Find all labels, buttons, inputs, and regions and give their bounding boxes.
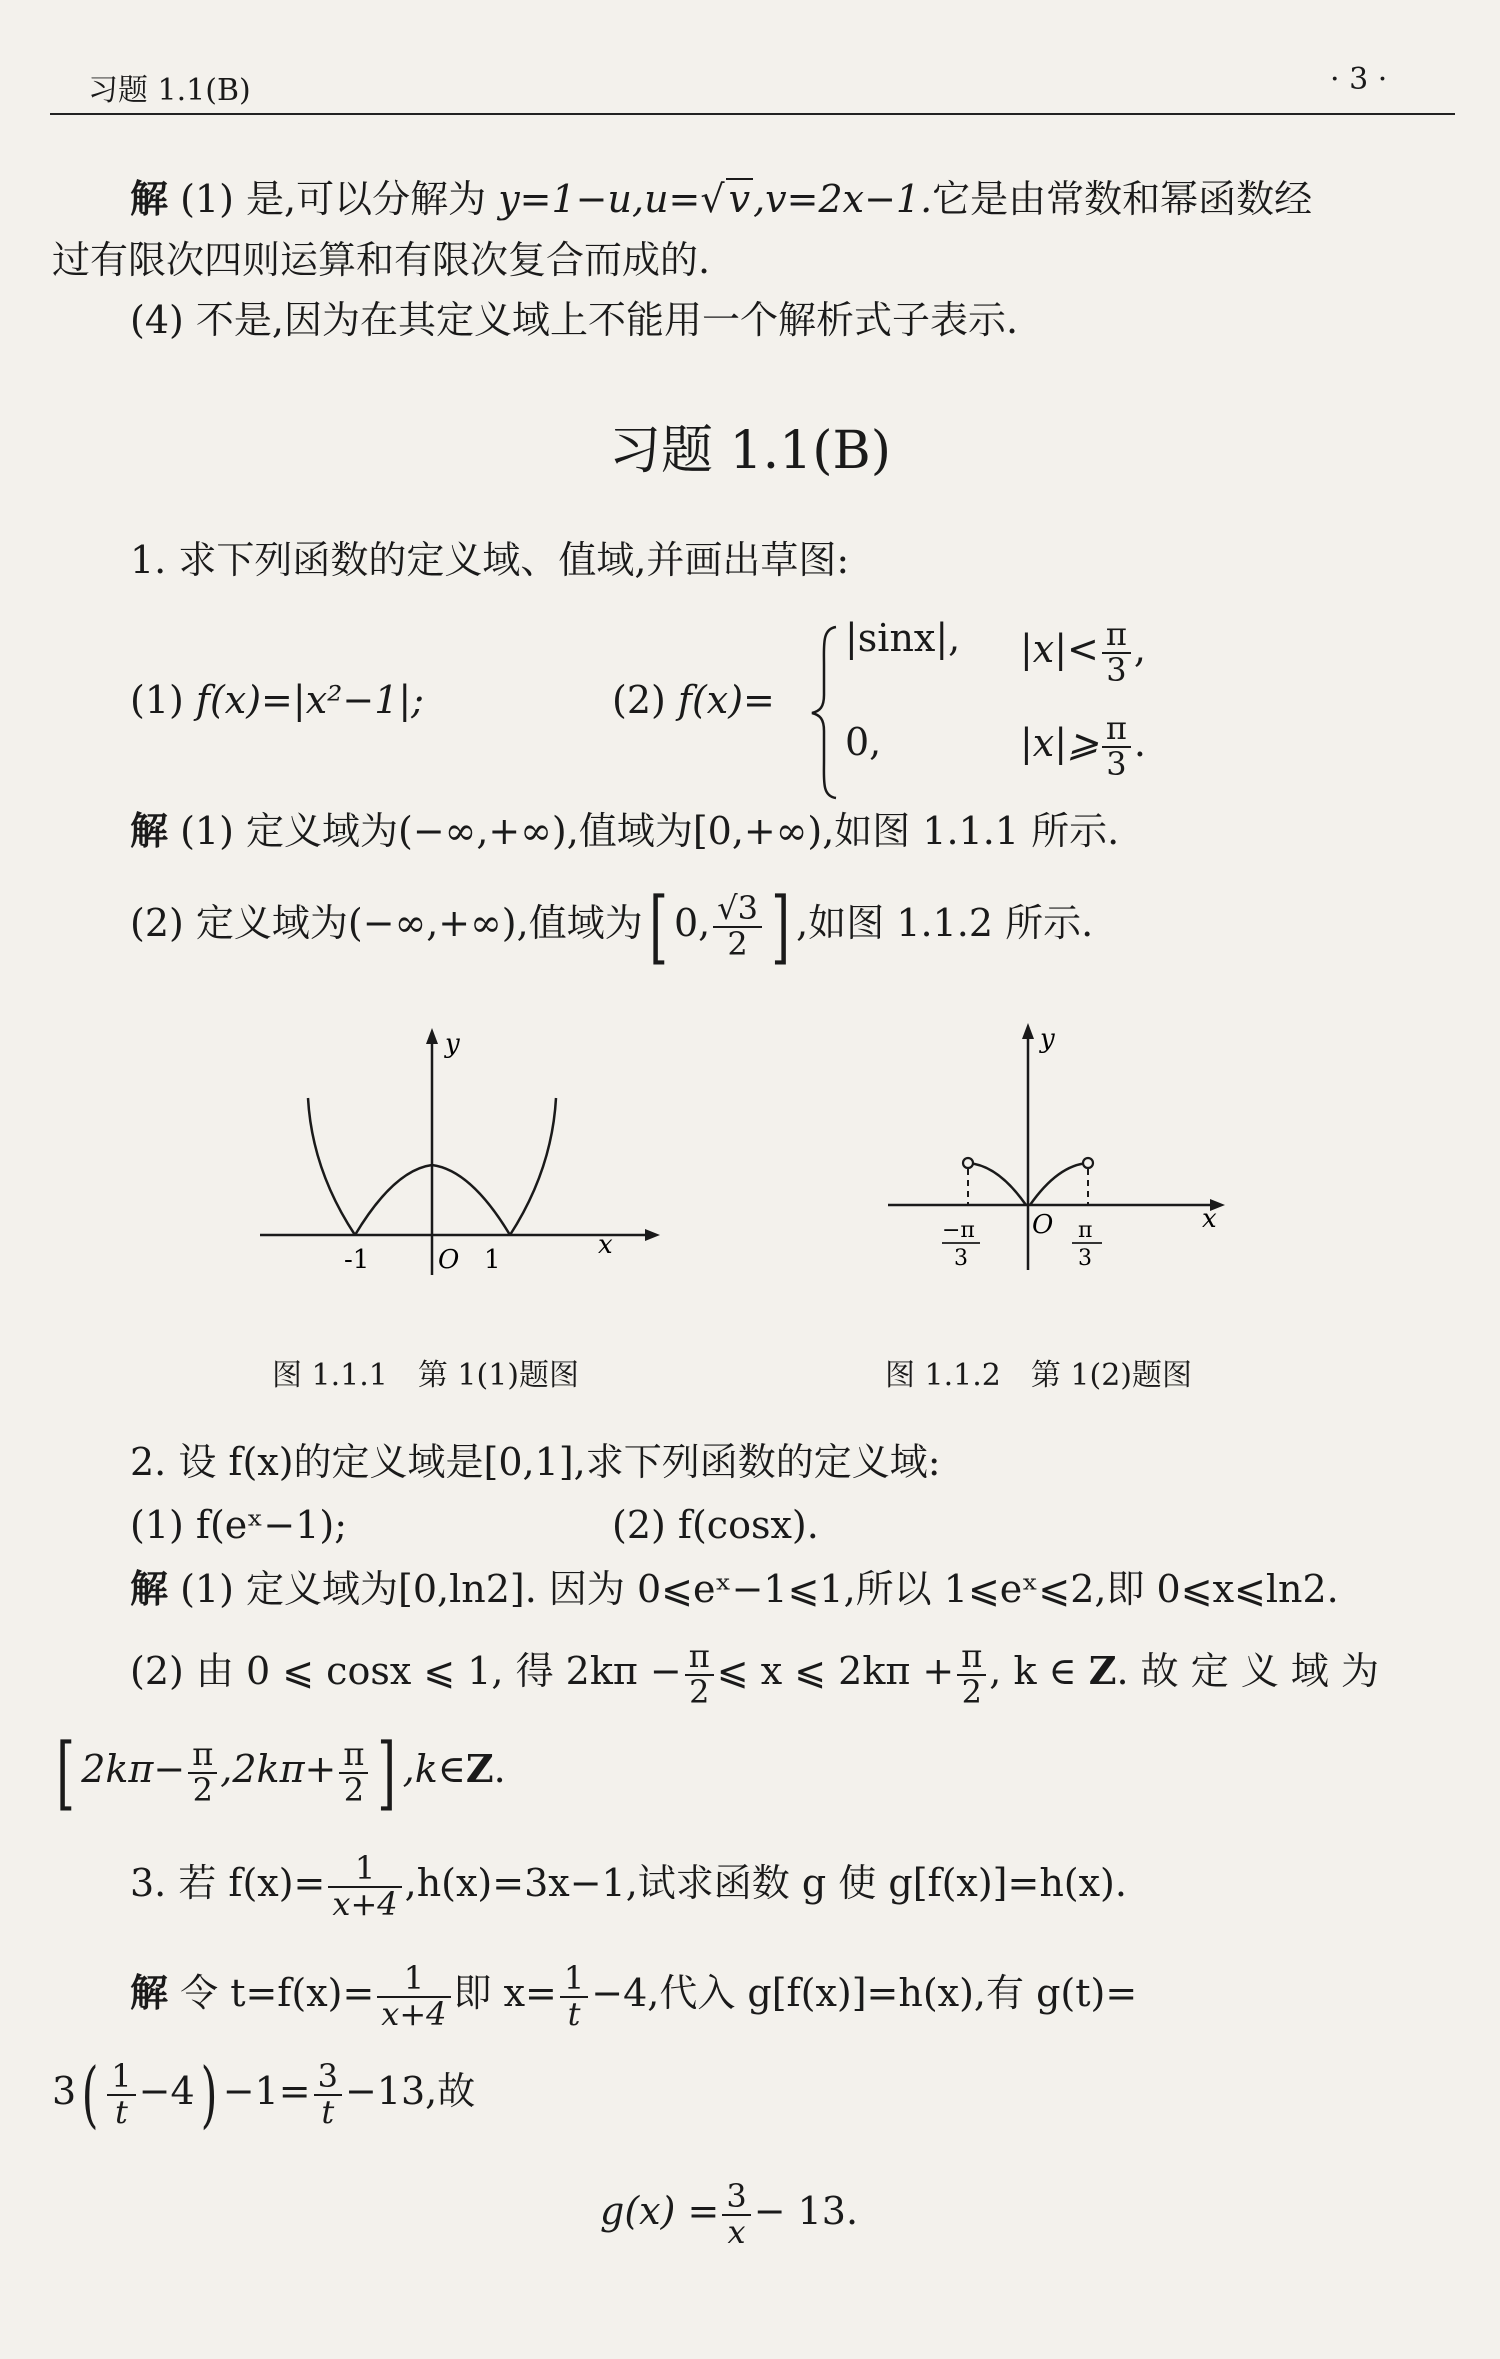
denominator: x+4	[332, 1884, 398, 1923]
math: −4	[138, 2069, 195, 2114]
math: ,2kπ+	[220, 1747, 337, 1792]
denominator: t	[321, 2092, 335, 2131]
text: 令 t=f(x)=	[180, 1971, 375, 2016]
tick-pi-den: 3	[1078, 1246, 1092, 1271]
math: f(x)=	[677, 678, 775, 722]
fraction	[957, 1637, 986, 1711]
q1-part2-lhs	[612, 680, 775, 722]
text: . 故 定 义 域 为	[1116, 1649, 1379, 1694]
tick-neg-pi-den: 3	[954, 1246, 968, 1271]
text: (1) 定义域为(−∞,+∞),值域为[0,+∞),如图 1.1.1 所示.	[180, 809, 1120, 853]
fraction	[722, 2177, 750, 2251]
denominator: x	[727, 2212, 746, 2251]
figure-1-1-1-caption: 图 1.1.1 第 1(1)题图	[272, 1358, 579, 1393]
part-label: (2)	[612, 678, 678, 722]
fraction	[560, 1959, 588, 2033]
curve-left	[968, 1163, 1026, 1205]
denominator: 3	[1106, 650, 1127, 689]
sqrt-sign: √	[700, 177, 725, 221]
figure-1-1-2-caption: 图 1.1.2 第 1(2)题图	[885, 1358, 1192, 1393]
integers-symbol: Z	[1088, 1648, 1117, 1694]
denominator: t	[115, 2092, 128, 2131]
denominator: t	[567, 1994, 581, 2033]
math: |x|<	[1020, 627, 1099, 672]
fraction	[713, 889, 762, 963]
text: 它是由常数和幂函数经	[932, 177, 1313, 221]
fraction	[188, 1735, 217, 1809]
curve-right	[1030, 1163, 1088, 1205]
piecewise-brace	[810, 625, 840, 800]
section-title: 习题 1.1(B)	[608, 421, 891, 481]
tick-neg1: -1	[344, 1245, 370, 1275]
running-header-title: 习题 1.1(B)	[88, 73, 251, 108]
math: 0,	[673, 901, 711, 946]
denominator: 2	[689, 1672, 710, 1711]
numerator: π	[957, 1640, 986, 1676]
denominator: 2	[343, 1770, 365, 1809]
solution-label: 解	[130, 1566, 169, 1611]
text: , k ∈	[989, 1649, 1089, 1694]
text: −4,代入 g[f(x)]=h(x),有 g(t)=	[591, 1971, 1138, 2016]
header-rule	[50, 113, 1455, 115]
math: 3	[52, 2069, 77, 2114]
y-label: y	[1040, 1024, 1055, 1054]
text: (1) 是,可以分解为	[180, 177, 499, 221]
fraction	[328, 1849, 401, 1923]
q3-solution-2	[52, 2051, 476, 2136]
denominator: 2	[727, 924, 748, 963]
fraction	[339, 1735, 368, 1809]
q2-solution-1	[130, 1568, 1339, 1611]
sqrt-radicand: v	[726, 178, 753, 218]
x-label: x	[1202, 1204, 1217, 1234]
prev-solution-line-1	[130, 178, 1312, 221]
q1-case1	[845, 618, 960, 660]
math: y=1−u,u=	[498, 177, 701, 221]
math: ,k∈	[402, 1747, 466, 1792]
integers-symbol: Z	[465, 1746, 494, 1792]
numerator: 1	[328, 1852, 401, 1888]
solution-label: 解	[130, 808, 169, 853]
y-axis-arrow	[1022, 1023, 1034, 1039]
left-bracket: [	[648, 879, 668, 973]
punct: ,	[1133, 627, 1147, 672]
math: ,v=2x−1.	[753, 177, 933, 221]
x-label: x	[598, 1230, 613, 1260]
text: −13,故	[344, 2069, 476, 2114]
denominator: 2	[192, 1770, 213, 1809]
origin-label: O	[1032, 1210, 1054, 1240]
math: g(x) =	[600, 2189, 720, 2234]
fraction	[685, 1637, 714, 1711]
solution-label: 解	[130, 176, 169, 221]
denominator: 2	[961, 1672, 982, 1711]
q2-part1: (1) f(eˣ−1);	[130, 1503, 348, 1547]
prev-solution-line-2: 过有限次四则运算和有限次复合而成的.	[52, 238, 711, 282]
q2-part2: (2) f(cosx).	[612, 1503, 819, 1547]
prev-solution-line-3: (4) 不是,因为在其定义域上不能用一个解析式子表示.	[130, 298, 1019, 342]
numerator: π	[188, 1738, 217, 1774]
right-bracket: ]	[377, 1725, 397, 1819]
q1-case2-cond	[1020, 709, 1147, 783]
punct: .	[493, 1747, 506, 1792]
q1-solution-2	[130, 879, 1094, 973]
punct: .	[1133, 721, 1147, 766]
origin-label: O	[438, 1245, 460, 1275]
q1-part1	[130, 680, 424, 722]
q2-solution-2-interval	[50, 1725, 506, 1819]
numerator: π	[1102, 618, 1131, 654]
x-axis-arrow	[645, 1229, 660, 1241]
open-point-left	[963, 1158, 973, 1168]
math: −1=	[222, 2069, 311, 2114]
text: (2) 由 0 ⩽ cosx ⩽ 1, 得 2kπ −	[130, 1649, 682, 1694]
q3-final-result	[600, 2177, 859, 2251]
q3-stem	[130, 1849, 1127, 1923]
numerator: 3	[722, 2180, 750, 2216]
right-bracket: ]	[771, 879, 790, 973]
math: 2kπ−	[81, 1747, 186, 1792]
q1-stem: 1. 求下列函数的定义域、值域,并画出草图:	[130, 538, 850, 582]
open-point-right	[1083, 1158, 1093, 1168]
numerator: √3	[713, 892, 762, 928]
figure-1-1-1	[250, 1020, 670, 1290]
text: (2) 定义域为(−∞,+∞),值域为	[130, 901, 643, 946]
math: f(x)=|x²−1|;	[195, 678, 424, 722]
numerator: 1	[377, 1962, 450, 1998]
tick-1: 1	[484, 1245, 501, 1275]
fraction	[107, 2057, 135, 2131]
left-paren: (	[81, 2051, 99, 2136]
math: 0,	[845, 720, 882, 764]
q3-solution-1	[130, 1959, 1138, 2033]
part-label: (1)	[130, 678, 196, 722]
q1-case2	[845, 722, 881, 764]
numerator: π	[1102, 712, 1131, 748]
text: 即 x=	[453, 1971, 557, 2016]
text: (1) 定义域为[0,ln2]. 因为 0⩽eˣ−1⩽1,所以 1⩽eˣ⩽2,即 0⩽x⩽ln2.	[180, 1567, 1339, 1611]
curve-right	[510, 1098, 556, 1235]
text: 3. 若 f(x)=	[130, 1861, 326, 1906]
numerator: 1	[560, 1962, 588, 1998]
math: − 13.	[753, 2189, 859, 2234]
right-paren: )	[200, 2051, 218, 2136]
math: |sinx|,	[845, 616, 961, 660]
text: ⩽ x ⩽ 2kπ +	[716, 1649, 955, 1694]
y-axis-arrow	[426, 1028, 438, 1044]
q1-solution-1	[130, 810, 1119, 853]
tick-pi: π	[1078, 1218, 1093, 1243]
fraction	[1102, 615, 1131, 689]
y-label: y	[445, 1029, 460, 1059]
curve-left	[308, 1098, 355, 1235]
math: |x|⩾	[1020, 721, 1099, 766]
fraction	[1102, 709, 1131, 783]
left-bracket: [	[56, 1725, 75, 1819]
q2-solution-2	[130, 1637, 1379, 1711]
numerator: 1	[107, 2060, 135, 2096]
text: ,h(x)=3x−1,试求函数 g 使 g[f(x)]=h(x).	[404, 1861, 1127, 1906]
numerator: π	[685, 1640, 714, 1676]
fraction	[314, 2057, 342, 2131]
numerator: 3	[314, 2060, 342, 2096]
denominator: x+4	[381, 1994, 447, 2033]
numerator: π	[339, 1738, 368, 1774]
solution-label: 解	[130, 1970, 169, 2016]
q1-case1-cond	[1020, 615, 1147, 689]
tick-neg-pi: −π	[942, 1218, 975, 1243]
page-number: · 3 ·	[1330, 62, 1388, 97]
text: ,如图 1.1.2 所示.	[796, 901, 1094, 946]
figure-1-1-2	[880, 1015, 1240, 1285]
q2-stem: 2. 设 f(x)的定义域是[0,1],求下列函数的定义域:	[130, 1440, 941, 1484]
denominator: 3	[1106, 744, 1127, 783]
fraction	[377, 1959, 450, 2033]
